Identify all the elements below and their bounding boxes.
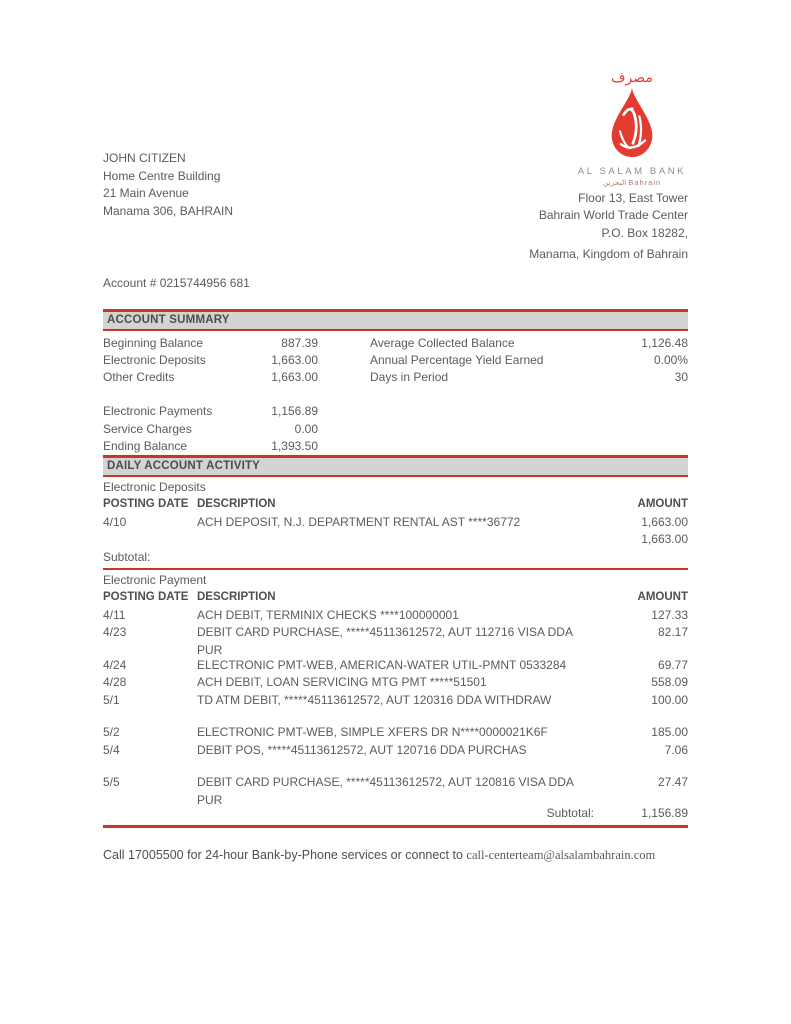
red-divider — [103, 568, 688, 570]
transaction-description: TD ATM DEBIT, *****45113612572, AUT 120316 DDA WITHDRAW — [197, 692, 552, 707]
column-header-amount: AMOUNT — [637, 498, 688, 511]
summary-value: 1,663.00 — [271, 352, 318, 367]
bank-address-block — [529, 190, 688, 263]
subtotal-row: Subtotal: — [103, 549, 151, 564]
transaction-description: DEBIT CARD PURCHASE, *****45113612572, AUT 112716 VISA DDA PUR — [197, 625, 573, 657]
transaction-row — [103, 531, 688, 549]
transaction-amount: 1,663.00 — [641, 532, 688, 547]
summary-label: Service Charges — [103, 421, 192, 436]
summary-right-column — [370, 334, 688, 454]
summary-blank-row — [103, 386, 318, 403]
summary-value: 887.39 — [281, 335, 318, 350]
transaction-amount: 127.33 — [651, 607, 688, 622]
summary-row — [370, 334, 688, 351]
summary-row — [103, 437, 318, 454]
bank-address-line: Floor 13, East Tower — [578, 191, 688, 205]
summary-label: Electronic Deposits — [103, 352, 206, 367]
bank-address-line: P.O. Box 18282, — [601, 225, 688, 240]
summary-label: Beginning Balance — [103, 335, 204, 350]
transaction-amount: 27.47 — [657, 775, 688, 790]
logo-tagline: البحرين Bahrain — [602, 178, 662, 187]
summary-label: Average Collected Balance — [370, 335, 515, 350]
account-summary-header: ACCOUNT SUMMARY — [103, 309, 688, 331]
transaction-description: ACH DEBIT, TERMINIX CHECKS ****100000001 — [197, 607, 459, 622]
customer-address-block — [103, 150, 233, 220]
activity-subsection-title: Electronic Payment — [103, 573, 207, 588]
transaction-amount: 82.17 — [657, 625, 688, 640]
footer-email: call-centerteam@alsalambahrain.com — [466, 848, 656, 862]
transaction-date — [103, 531, 197, 549]
transaction-date: 4/11 — [103, 607, 126, 622]
transaction-row — [103, 514, 688, 532]
transaction-row — [103, 774, 688, 807]
column-header-posting-date: POSTING DATE — [103, 498, 189, 511]
summary-row — [103, 403, 318, 420]
column-header-amount: AMOUNT — [637, 591, 688, 604]
transaction-description — [197, 531, 578, 549]
summary-label: Other Credits — [103, 369, 175, 384]
transaction-row — [103, 724, 688, 742]
summary-left-column — [103, 334, 318, 454]
subtotal-label: Subtotal: — [546, 805, 594, 820]
table-blank-row — [103, 709, 688, 724]
transaction-row — [103, 657, 688, 675]
summary-value: 30 — [674, 369, 688, 384]
transaction-amount: 7.06 — [664, 742, 688, 757]
transaction-description: ACH DEPOSIT, N.J. DEPARTMENT RENTAL AST ****36772 — [197, 514, 521, 529]
summary-row — [103, 368, 318, 385]
activity-table-header — [103, 496, 688, 514]
transaction-amount: 558.09 — [651, 675, 688, 690]
al-salam-drop-icon — [603, 85, 661, 159]
customer-address-line: 21 Main Avenue — [103, 186, 189, 200]
summary-row — [370, 351, 688, 368]
footer-contact-line — [103, 848, 655, 863]
customer-address-line: Manama 306, BAHRAIN — [103, 203, 234, 218]
summary-label: Days in Period — [370, 369, 449, 384]
summary-value: 1,126.48 — [641, 335, 688, 350]
logo-bank-name: AL SALAM BANK — [577, 166, 687, 177]
transaction-amount: 185.00 — [651, 725, 688, 740]
daily-activity-container — [103, 479, 688, 828]
transaction-description: ELECTRONIC PMT-WEB, SIMPLE XFERS DR N****0000021K6F — [197, 725, 548, 740]
logo-arabic-text: مصرف — [611, 69, 653, 85]
account-number: Account # 0215744956 681 — [103, 276, 250, 290]
transaction-date: 4/10 — [103, 514, 127, 529]
transaction-row — [103, 624, 688, 657]
summary-value: 1,156.89 — [271, 404, 318, 419]
transaction-date: 4/24 — [103, 657, 127, 672]
transaction-amount: 100.00 — [651, 692, 688, 707]
summary-value: 0.00% — [653, 352, 688, 367]
bank-logo — [568, 70, 696, 187]
activity-table-header — [103, 589, 688, 607]
statement-body — [103, 309, 688, 828]
summary-row — [103, 420, 318, 437]
transaction-amount: 69.77 — [657, 657, 688, 672]
customer-address-line: Home Centre Building — [103, 168, 221, 183]
bank-address-line: Bahrain World Trade Center — [538, 208, 688, 223]
transaction-date: 5/5 — [103, 775, 120, 790]
summary-value: 0.00 — [294, 421, 318, 436]
bank-address-line: Manama, Kingdom of Bahrain — [529, 246, 688, 261]
summary-label: Ending Balance — [103, 438, 188, 453]
transaction-description: DEBIT POS, *****45113612572, AUT 120716 DDA PURCHAS — [197, 742, 527, 757]
transaction-date: 4/23 — [103, 625, 127, 640]
daily-activity-header: DAILY ACCOUNT ACTIVITY — [103, 455, 688, 477]
transaction-description: DEBIT CARD PURCHASE, *****45113612572, AUT 120816 VISA DDA PUR — [197, 775, 574, 807]
activity-subsection-title: Electronic Deposits — [103, 480, 206, 495]
transaction-date: 5/2 — [103, 725, 120, 740]
footer-text: Call 17005500 for 24-hour Bank-by-Phone services or connect to — [103, 848, 467, 862]
red-divider — [103, 825, 688, 828]
transaction-row — [103, 742, 688, 760]
customer-name: JOHN CITIZEN — [103, 151, 186, 165]
account-summary-grid — [103, 334, 688, 454]
transaction-row — [103, 674, 688, 692]
table-blank-row — [103, 759, 688, 774]
transaction-row — [103, 607, 688, 625]
transaction-row — [103, 692, 688, 710]
summary-label: Annual Percentage Yield Earned — [370, 352, 544, 367]
summary-row — [103, 334, 318, 351]
transaction-description: ELECTRONIC PMT-WEB, AMERICAN-WATER UTIL-PMNT 0533284 — [197, 657, 567, 672]
summary-row — [370, 368, 688, 385]
transaction-amount: 1,663.00 — [641, 514, 688, 529]
transaction-description: ACH DEBIT, LOAN SERVICING MTG PMT *****51501 — [197, 675, 487, 690]
column-header-description: DESCRIPTION — [197, 498, 276, 511]
transaction-date: 4/28 — [103, 675, 127, 690]
summary-value: 1,393.50 — [271, 438, 318, 453]
summary-value: 1,663.00 — [271, 369, 318, 384]
column-header-description: DESCRIPTION — [197, 591, 276, 604]
subtotal-amount: 1,156.89 — [641, 805, 688, 820]
summary-row — [103, 351, 318, 368]
summary-label: Electronic Payments — [103, 404, 213, 419]
column-header-posting-date: POSTING DATE — [103, 591, 189, 604]
transaction-date: 5/4 — [103, 742, 120, 757]
transaction-date: 5/1 — [103, 692, 120, 707]
